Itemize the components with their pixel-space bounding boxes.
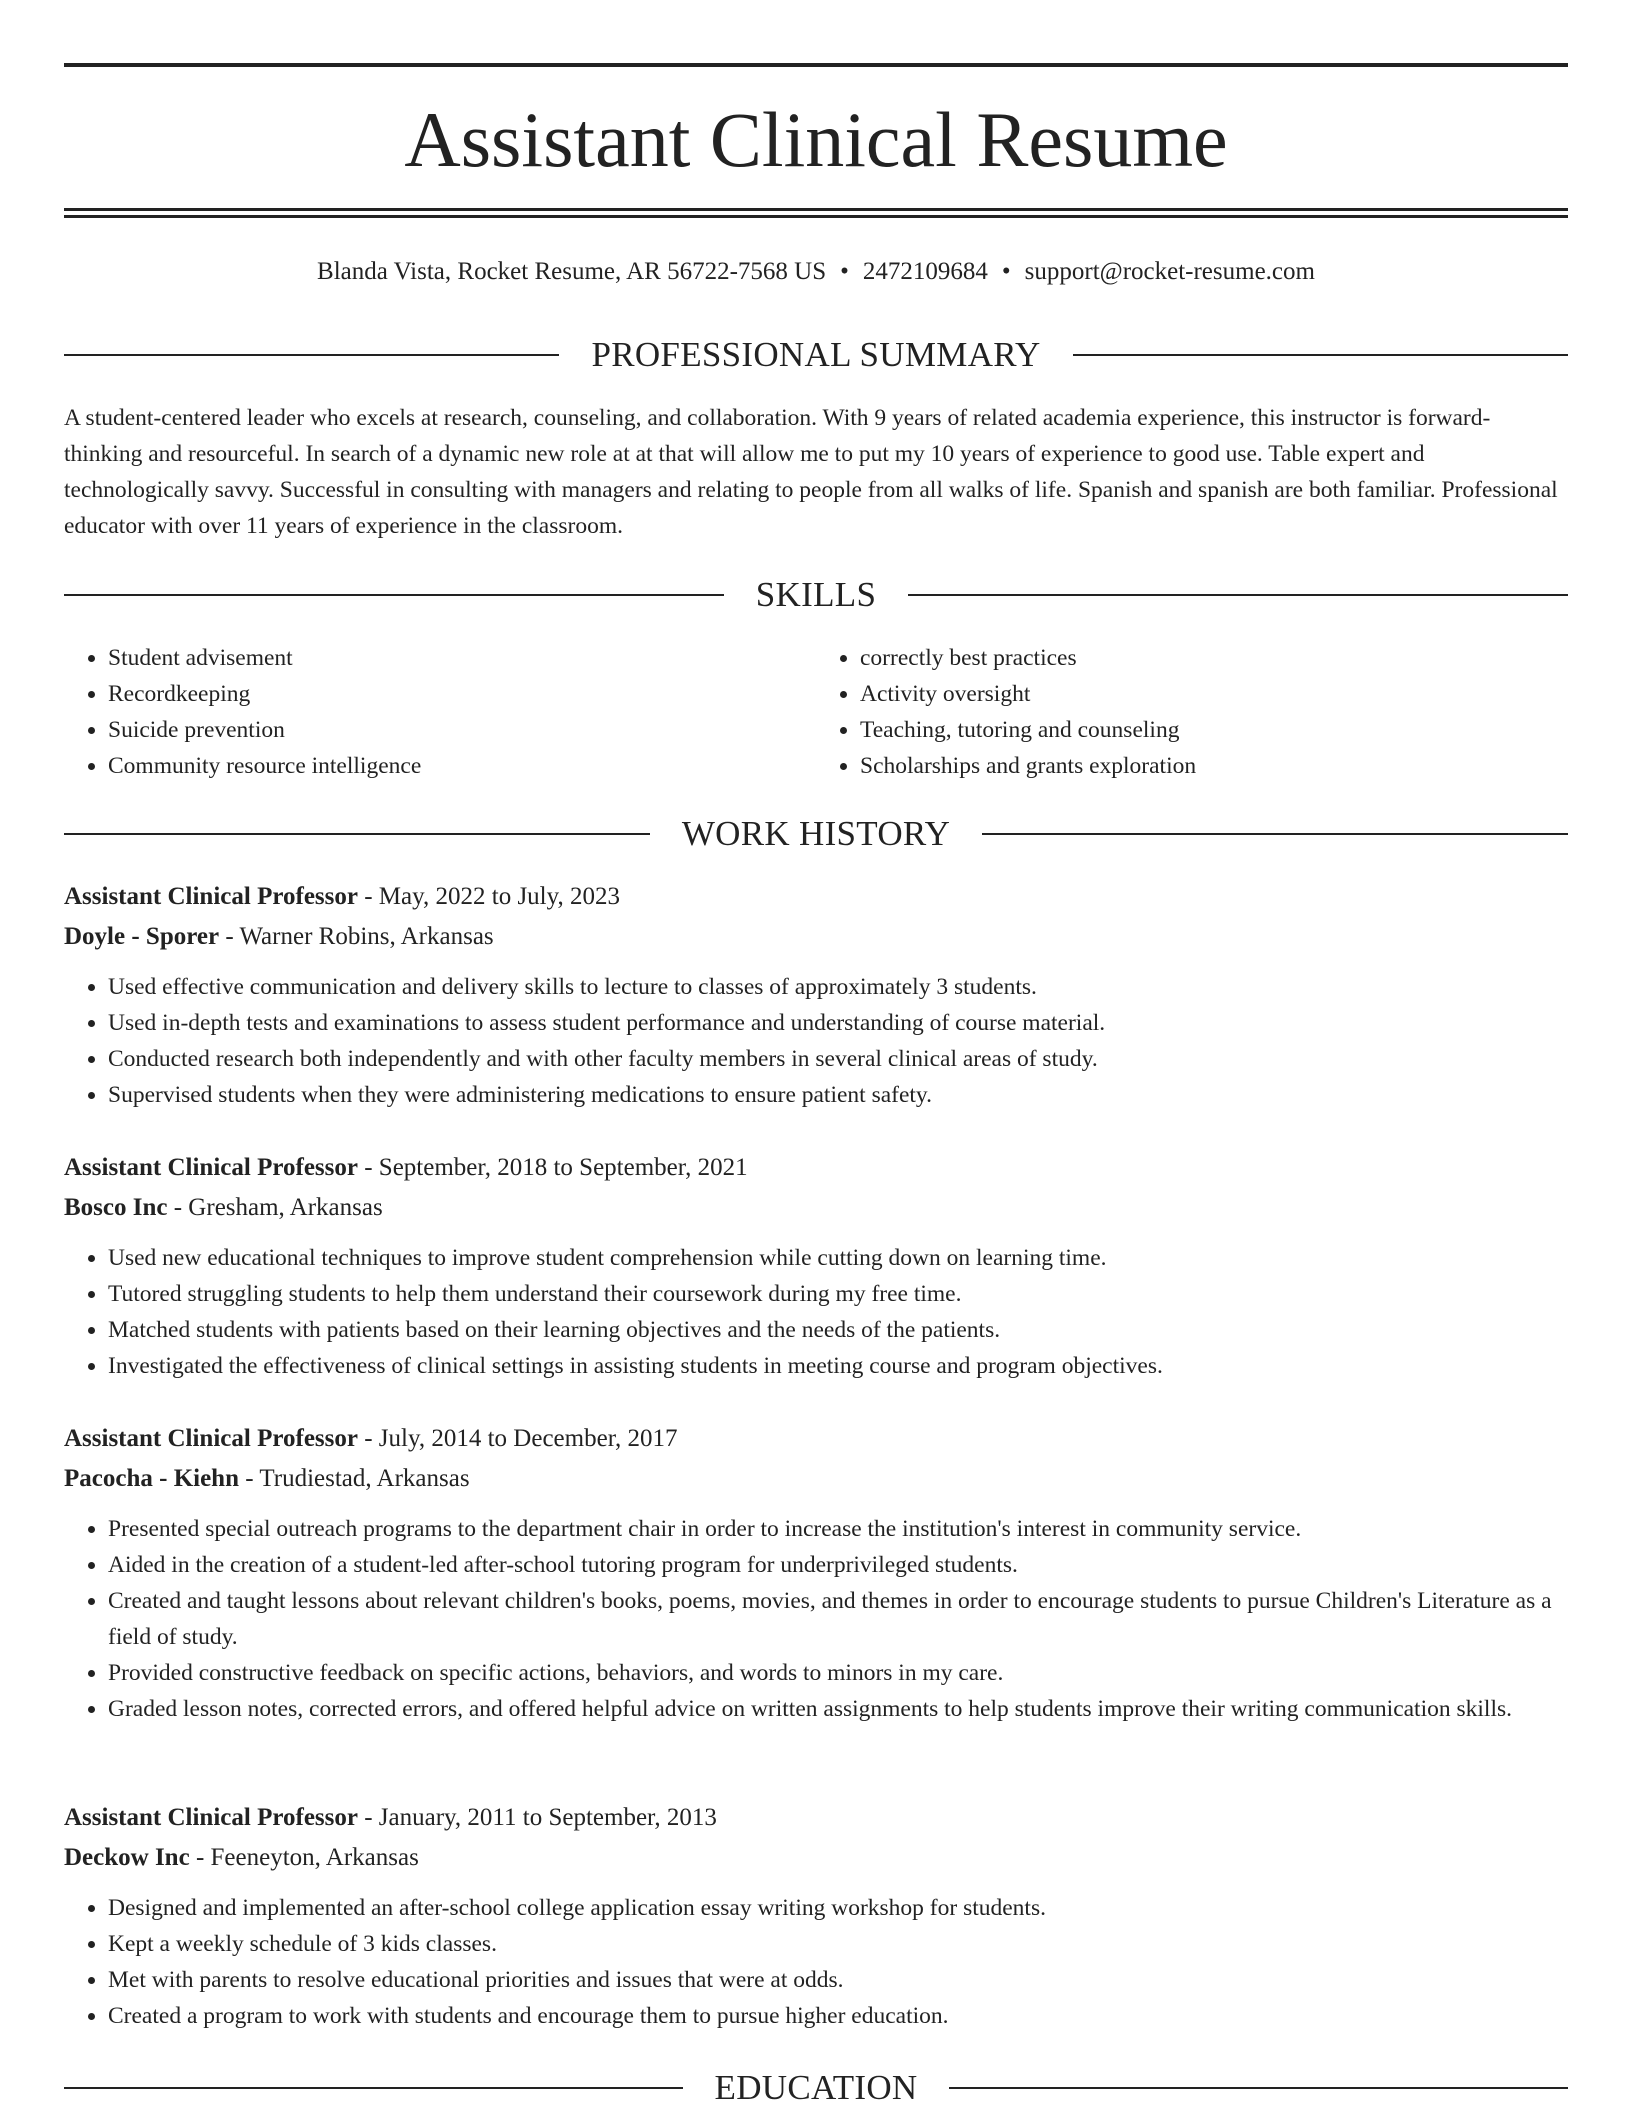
job-bullet: • Created a program to work with students and encourage them to pursue higher education. <box>108 1998 1568 2034</box>
skill-item: • Suicide prevention <box>108 712 816 748</box>
job-company-line <box>64 1188 1568 1228</box>
job-bullet: • Designed and implemented an after-school college application essay writing workshop for students. <box>108 1890 1568 1926</box>
contact-line <box>64 255 1568 289</box>
education-heading-label: EDUCATION <box>714 2068 918 2107</box>
job-location: - Trudiestad, Arkansas <box>239 1465 470 1492</box>
job-company: Pacocha - Kiehn <box>64 1465 239 1492</box>
job-title-line <box>64 1148 1568 1188</box>
job-company-line <box>64 917 1568 957</box>
job-bullet: • Created and taught lessons about relevant children's books, poems, movies, and themes in order to encourage students to pursue Children's Literature as a field of study. <box>108 1583 1568 1655</box>
job-title: Assistant Clinical Professor <box>64 1804 358 1831</box>
contact-separator: • <box>1001 258 1011 285</box>
job-bullets <box>64 1511 1568 1727</box>
job-bullets <box>64 1240 1568 1384</box>
top-rule <box>64 63 1568 67</box>
education-section-heading <box>64 2066 1568 2110</box>
job-title: Assistant Clinical Professor <box>64 1425 358 1452</box>
job-entry <box>64 1148 1568 1384</box>
job-company: Bosco Inc <box>64 1194 168 1221</box>
job-bullet: • Met with parents to resolve educational priorities and issues that were at odds. <box>108 1962 1568 1998</box>
job-company: Doyle - Sporer <box>64 923 220 950</box>
resume-title: Assistant Clinical Resume <box>404 96 1228 183</box>
job-bullet: • Supervised students when they were administering medications to ensure patient safety. <box>108 1077 1568 1113</box>
heading-rule-right <box>949 2087 1568 2089</box>
job-bullet: • Used in-depth tests and examinations to assess student performance and understanding of course material. <box>108 1005 1568 1041</box>
job-bullet: • Matched students with patients based on their learning objectives and the needs of the patients. <box>108 1312 1568 1348</box>
job-title-line <box>64 1419 1568 1459</box>
heading-rule-left <box>64 354 559 356</box>
job-location: - Gresham, Arkansas <box>167 1194 383 1221</box>
heading-rule-right <box>982 833 1568 835</box>
skills-column-right <box>816 640 1568 784</box>
job-title-line <box>64 877 1568 917</box>
skill-item: • Scholarships and grants exploration <box>860 748 1568 784</box>
job-dates: - January, 2011 to September, 2013 <box>357 1804 717 1831</box>
contact-address: Blanda Vista, Rocket Resume, AR 56722-7568 US <box>317 258 827 285</box>
job-location: - Warner Robins, Arkansas <box>219 923 494 950</box>
job-entry <box>64 1798 1568 2034</box>
skill-item: • Student advisement <box>108 640 816 676</box>
skills-heading-label: SKILLS <box>755 575 877 614</box>
job-company-line <box>64 1459 1568 1499</box>
job-company-line <box>64 1838 1568 1878</box>
work-section-heading <box>64 812 1568 856</box>
job-bullet: • Used effective communication and delivery skills to lecture to classes of approximately 3 students. <box>108 969 1568 1005</box>
job-bullet: • Graded lesson notes, corrected errors, and offered helpful advice on written assignments to help students improve their writing communication skills. <box>108 1691 1568 1727</box>
job-location: - Feeneyton, Arkansas <box>189 1844 419 1871</box>
skill-item: • Teaching, tutoring and counseling <box>860 712 1568 748</box>
heading-rule-right <box>1073 354 1568 356</box>
job-bullet: • Presented special outreach programs to the department chair in order to increase the institution's interest in community service. <box>108 1511 1568 1547</box>
contact-phone: 2472109684 <box>862 258 988 285</box>
job-dates: - July, 2014 to December, 2017 <box>357 1425 678 1452</box>
summary-heading-label: PROFESSIONAL SUMMARY <box>591 335 1041 374</box>
skills-section-heading <box>64 573 1568 617</box>
summary-section-heading <box>64 333 1568 377</box>
skill-item: • Activity oversight <box>860 676 1568 712</box>
skill-item: • correctly best practices <box>860 640 1568 676</box>
job-company: Deckow Inc <box>64 1844 190 1871</box>
job-entry <box>64 1419 1568 1727</box>
heading-rule-left <box>64 833 650 835</box>
job-bullet: • Provided constructive feedback on specific actions, behaviors, and words to minors in my care. <box>108 1655 1568 1691</box>
contact-separator: • <box>840 258 849 285</box>
job-title-line <box>64 1798 1568 1838</box>
job-entry <box>64 877 1568 1113</box>
heading-rule-left <box>64 2087 683 2089</box>
skills-list <box>64 640 1568 784</box>
heading-rule-right <box>908 594 1568 596</box>
job-dates: - September, 2018 to September, 2021 <box>357 1154 748 1181</box>
job-bullets <box>64 1890 1568 2034</box>
job-bullet: • Investigated the effectiveness of clinical settings in assisting students in meeting course and program objectives. <box>108 1348 1568 1384</box>
skill-item: • Recordkeeping <box>108 676 816 712</box>
skill-item: • Community resource intelligence <box>108 748 816 784</box>
job-bullet: • Tutored struggling students to help them understand their coursework during my free time. <box>108 1276 1568 1312</box>
heading-rule-left <box>64 594 724 596</box>
job-bullet: • Used new educational techniques to improve student comprehension while cutting down on learning time. <box>108 1240 1568 1276</box>
job-title: Assistant Clinical Professor <box>64 883 358 910</box>
skills-column-left <box>64 640 816 784</box>
job-bullet: • Kept a weekly schedule of 3 kids classes. <box>108 1926 1568 1962</box>
contact-email: support@rocket-resume.com <box>1024 258 1315 285</box>
work-heading-label: WORK HISTORY <box>681 814 951 853</box>
job-bullet: • Conducted research both independently and with other faculty members in several clinical areas of study. <box>108 1041 1568 1077</box>
job-bullets <box>64 969 1568 1113</box>
title-double-rule <box>64 208 1568 218</box>
job-dates: - May, 2022 to July, 2023 <box>357 883 621 910</box>
job-title: Assistant Clinical Professor <box>64 1154 358 1181</box>
summary-text: A student-centered leader who excels at research, counseling, and collaboration. With 9 years of related academia experience, this instructor is forward-thinking and resourceful. In search of a dynamic new role at at that will allow me to put my 10 years of experience to good use. Table expert and technologically savvy. Successful in consulting with managers and relating to people from all walks of life. Spanish and spanish are both familiar. Professional educator with over 11 years of experience in the classroom. <box>64 405 1558 539</box>
job-bullet: • Aided in the creation of a student-led after-school tutoring program for underprivileged students. <box>108 1547 1568 1583</box>
